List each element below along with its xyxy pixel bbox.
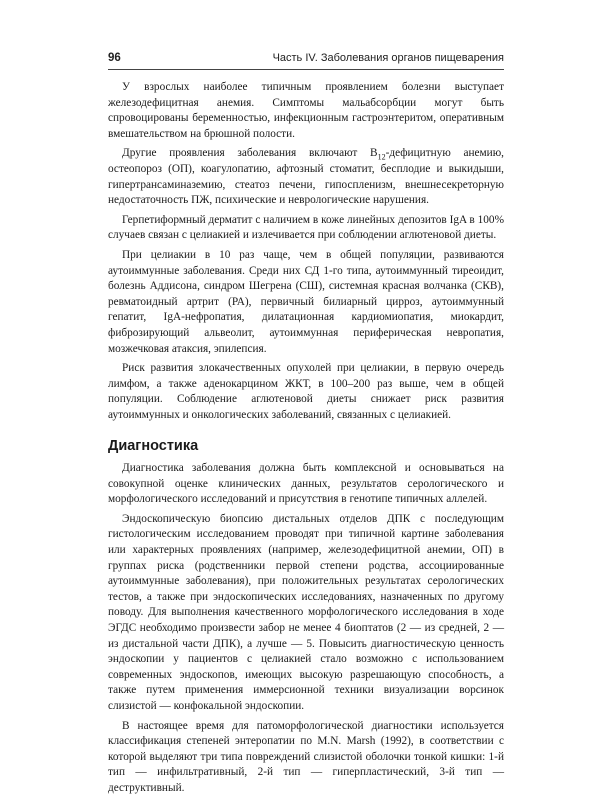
paragraph: У взрослых наиболее типичным проявлением болезни выступает железодефицитная анемия. Симптомы мальабсорбции могут быть спровоцированы беременностью, инфекционным гастроэнтеритом, оперативным вмешательством на брюшной полости. (108, 81, 504, 140)
page-body (108, 80, 504, 801)
running-header (108, 52, 504, 64)
page-number: 96 (108, 52, 121, 64)
paragraph: Эндоскопическую биопсию дистальных отделов ДПК с последующим гистологическим исследованием проводят при типичной картине заболевания или характерных проявлениях (например, железодефицитной анемии, ОП) в группах риска (родственники первой степени родства, ассоциированные аутоиммунные заболевания), при положительных результатах серологических тестов, а также при эндоскопических исследованиях, назначенных по другому поводу. Для выполнения качественного морфологического исследования в ходе ЭГДС необходимо произвести забор не менее 4 биоптатов (2 — из средней, 2 — из дистальной части ДПК), а лучше — 5. Повысить диагностическую ценность эндоскопии у пациентов с целиакией стало возможно с использованием современных эндоскопов, имеющих высокую разрешающую способность, а также путем применения иммерсионной техники визуализации ворсинок слизистой — конфокальной эндоскопии. (108, 512, 504, 712)
paragraph: В настоящее время для патоморфологической диагностики используется классификация степеней энтеропатии по M.N. Marsh (1992), в соответствии с которой выделяют три типа повреждений слизистой оболочки тонкой кишки: 1-й тип — инфильтративный, 2-й тип — гиперпластический, 3-й тип — деструктивный. (108, 719, 504, 794)
paragraph (108, 146, 504, 208)
text-run: -дефицитную анемию, остеопороз (ОП), коагулопатию, афтозный стоматит, бесплодие и выкидыши, гипертрансаминаземию, стеатоз печени, гипоспленизм, внешнесекреторную недостаточность ПЖ, психические и неврологические нарушения. (108, 147, 504, 207)
text-run: Другие проявления заболевания включают B (122, 147, 378, 160)
running-title: Часть IV. Заболевания органов пищеварения (272, 52, 504, 64)
paragraph: При целиакии в 10 раз чаще, чем в общей популяции, развиваются аутоиммунные заболевания. Среди них СД 1-го типа, аутоиммунный тиреоидит, болезнь Аддисона, синдром Шегрена (СШ), системная красная волчанка (СКВ), ревматоидный артрит (РА), первичный билиарный цирроз, аутоиммунный гепатит, IgA-нефропатия, дилатационная кардиомиопатия, миокардит, фиброзирующий альвеолит, аутоиммунная периферическая невропатия, мозжечковая атаксия, эпилепсия. (108, 248, 504, 355)
subscript: 12 (377, 152, 386, 162)
paragraph: Риск развития злокачественных опухолей при целиакии, в первую очередь лимфом, а также аденокарцином ЖКТ, в 100–200 раз выше, чем в общей популяции. Соблюдение аглютеновой диеты снижает риск развития аутоиммунных и онкологических заболеваний, связанных с целиакией. (108, 362, 504, 421)
paragraph: Диагностика заболевания должна быть комплексной и основываться на совокупной оценке клинических данных, результатов серологического и морфологического исследований и присутствия в генотипе типичных аллелей. (108, 462, 504, 506)
section-heading: Диагностика (108, 438, 199, 455)
paragraph: Герпетиформный дерматит с наличием в коже линейных депозитов IgA в 100% случаев связан с целиакией и излечивается при соблюдении аглютеновой диеты. (108, 213, 504, 242)
header-rule (108, 69, 504, 70)
